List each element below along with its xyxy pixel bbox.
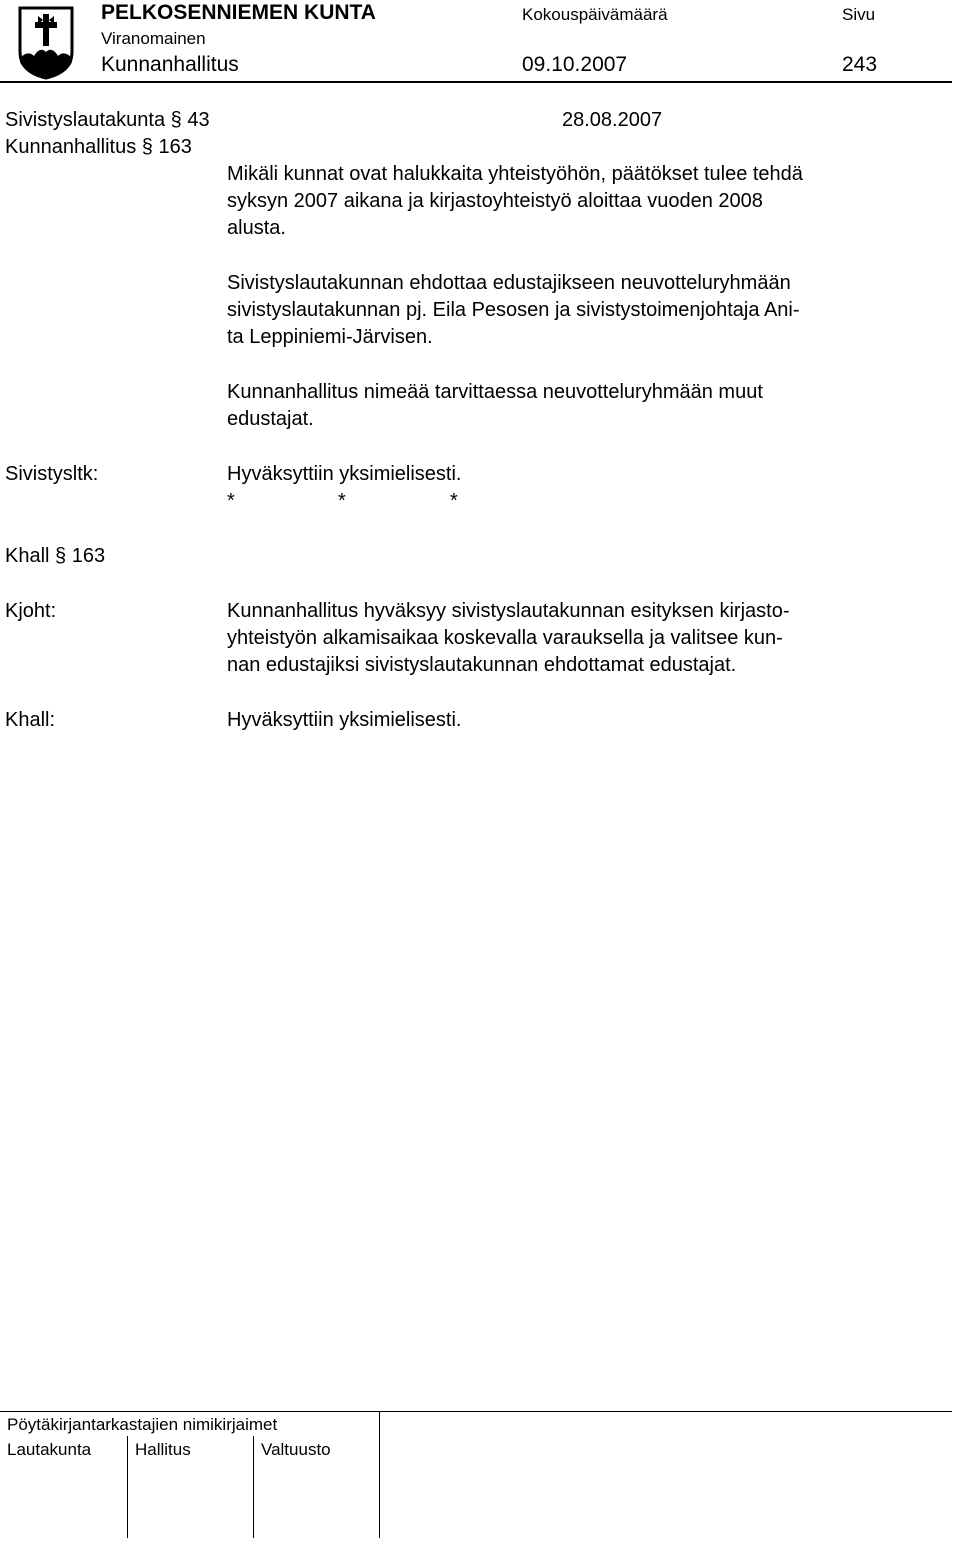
page-label: Sivu <box>842 5 876 24</box>
reference-sivistyslautakunta <box>5 107 210 134</box>
meeting-date: 09.10.2007 <box>522 53 628 76</box>
paragraph-3-line-1: Kunnanhallitus nimeää tarvittaessa neuvotteluryhmään muut <box>227 381 763 403</box>
paragraph-2-line-2: sivistyslautakunnan pj. Eila Pesosen ja sivistystoimenjohtaja Ani- <box>227 299 800 321</box>
paragraph-1-line-2: syksyn 2007 aikana ja kirjastoyhteistyö aloittaa vuoden 2008 <box>227 190 763 212</box>
reference-body-label: Kunnanhallitus <box>5 136 137 158</box>
authority-label: Viranomainen <box>101 29 206 48</box>
paragraph-1-line-3: alusta. <box>227 217 286 239</box>
paragraph-1-line-1: Mikäli kunnat ovat halukkaita yhteistyöhön, päätökset tulee tehdä <box>227 163 803 185</box>
paragraph-2-line-1: Sivistyslautakunnan ehdottaa edustajikseen neuvotteluryhmään <box>227 272 791 294</box>
khall-label: Khall: <box>5 709 56 731</box>
kjoht-line-2: yhteistyön alkamisaikaa koskevalla varauksella ja valitsee kun- <box>227 627 783 649</box>
footer-right-rule <box>379 1411 380 1538</box>
kjoht-line-1: Kunnanhallitus hyväksyy sivistyslautakunnan esityksen kirjasto- <box>227 600 790 622</box>
authority-value: Kunnanhallitus <box>101 53 239 76</box>
separator-star-1: * <box>227 490 235 512</box>
footer-title: Pöytäkirjantarkastajien nimikirjaimet <box>7 1415 278 1434</box>
section-sign: § <box>141 136 153 158</box>
footer-column-lautakunta: Lautakunta <box>7 1440 92 1459</box>
header-divider <box>0 81 952 83</box>
footer-column-divider-1 <box>127 1436 128 1538</box>
kjoht-label: Kjoht: <box>5 600 57 622</box>
separator-star-3: * <box>450 490 458 512</box>
date-label: Kokouspäivämäärä <box>522 5 668 24</box>
municipal-coat-of-arms-logo <box>18 6 74 80</box>
sivistysltk-label: Sivistysltk: <box>5 463 99 485</box>
khall-ref-number: 163 <box>71 545 106 567</box>
separator-star-2: * <box>338 490 346 512</box>
footer-column-valtuusto: Valtuusto <box>261 1440 331 1459</box>
reference-date: 28.08.2007 <box>562 109 663 131</box>
reference-kunnanhallitus <box>5 134 192 161</box>
reference-section-number: 163 <box>158 136 192 158</box>
khall-section-reference <box>5 543 105 570</box>
reference-body-label: Sivistyslautakunta <box>5 109 166 131</box>
kjoht-line-3: nan edustajiksi sivistyslautakunnan ehdottamat edustajat. <box>227 654 737 676</box>
footer-top-rule <box>0 1411 952 1412</box>
khall-decision: Hyväksyttiin yksimielisesti. <box>227 709 462 731</box>
section-sign: § <box>55 545 67 567</box>
paragraph-3-line-2: edustajat. <box>227 408 314 430</box>
paragraph-2-line-3: ta Leppiniemi-Järvisen. <box>227 326 433 348</box>
footer-column-hallitus: Hallitus <box>135 1440 191 1459</box>
section-sign: § <box>170 109 182 131</box>
sivistysltk-decision: Hyväksyttiin yksimielisesti. <box>227 463 462 485</box>
reference-section-number: 43 <box>187 109 210 131</box>
footer-column-divider-2 <box>253 1436 254 1538</box>
khall-ref-label: Khall <box>5 545 50 567</box>
municipality-name: PELKOSENNIEMEN KUNTA <box>101 1 376 24</box>
page-number: 243 <box>842 53 878 76</box>
